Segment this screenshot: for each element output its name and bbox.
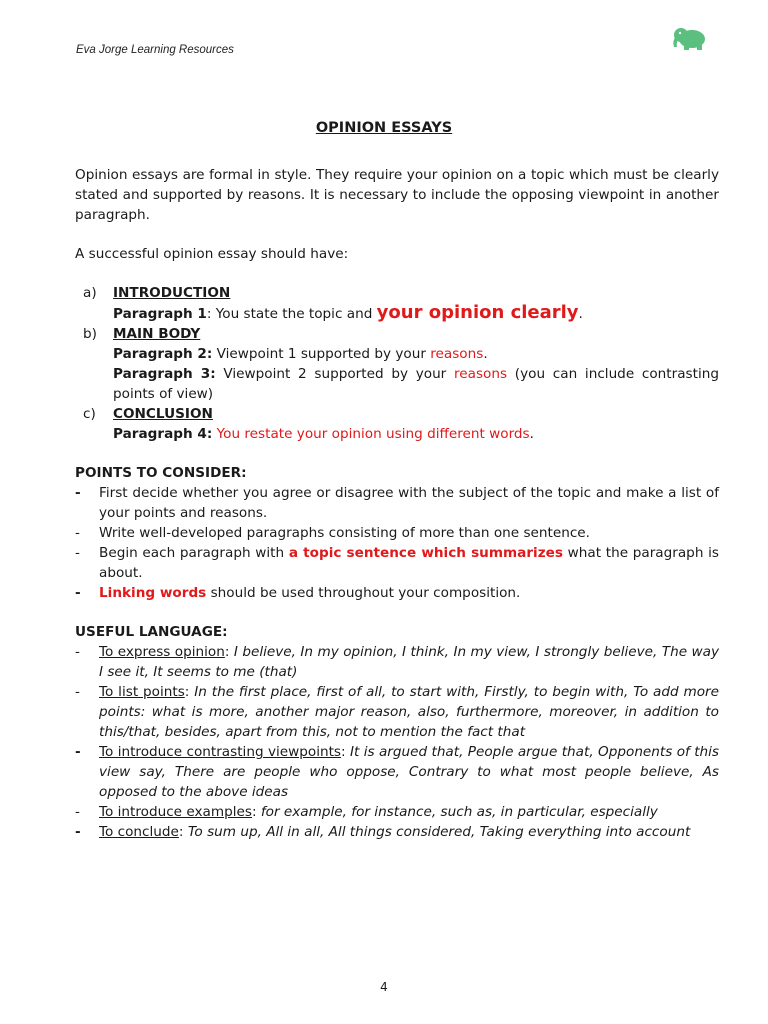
list-item: - Linking words should be used throughout your composition. [75,585,521,601]
paragraph-item: Paragraph 1: You state the topic and your opinion clearly. [113,302,583,323]
list-item: - Write well-developed paragraphs consisting of more than one sentence. [75,525,590,541]
section-heading: INTRODUCTION [113,285,231,301]
paragraph-label: Paragraph 2: [113,346,213,362]
list-item: - To express opinion: I believe, In my opinion, I think, In my view, I strongly believe, The way I see it, It seems to me (that) [75,644,719,680]
language-list [75,642,719,842]
section [75,324,719,404]
section-letter: c) [83,406,96,422]
section-letter: a) [83,285,97,301]
paragraph-item: Paragraph 2: Viewpoint 1 supported by your reasons. [113,346,488,362]
highlight-text: a topic sentence which summarizes [288,545,563,561]
structure-list [75,283,719,444]
page-title: OPINION ESSAYS [315,120,453,136]
language-heading: USEFUL LANGUAGE: [75,624,228,640]
page-number: 4 [380,980,388,994]
list-item: - To introduce examples: for example, for instance, such as, in particular, especially [75,804,658,820]
language-label: To express opinion [99,644,225,660]
highlight-text: You restate your opinion using different words [216,426,530,442]
language-label: To introduce examples [99,804,252,820]
highlight-text: reasons [430,346,484,362]
list-item: - First decide whether you agree or disagree with the subject of the topic and make a list of your points and reasons. [75,485,719,521]
highlight-text: your opinion clearly [376,302,579,323]
section-letter: b) [83,326,97,342]
language-label: To list points [99,684,185,700]
list-item: - Begin each paragraph with a topic sentence which summarizes what the paragraph is about. [75,545,719,581]
list-item: - To introduce contrasting viewpoints: It is argued that, People argue that, Opponents of this view say, There are people who oppose, Contrary to what most people believe, As opposed to the above ideas [75,744,719,800]
language-label: To conclude [99,824,179,840]
list-item: - To list points: In the first place, first of all, to start with, Firstly, to begin with, To add more points: what is more, another major reason, also, furthermore, moreover, in addition to this/that, besides, apart from this, not to mention the fact that [75,684,719,740]
points-heading: POINTS TO CONSIDER: [75,465,247,481]
paragraph-label: Paragraph 3: [113,366,216,382]
section-heading: CONCLUSION [113,406,213,422]
highlight-text: Linking words [99,585,207,601]
section-heading: MAIN BODY [113,326,201,342]
paragraph-label: Paragraph 1 [113,306,207,322]
language-label: To introduce contrasting viewpoints [99,744,342,760]
paragraph-label: Paragraph 4: [113,426,213,442]
points-list [75,483,719,603]
header-text: Eva Jorge Learning Resources [76,44,234,56]
list-item: - To conclude: To sum up, All in all, All things considered, Taking everything into account [75,824,691,840]
highlight-text: reasons [453,366,508,382]
lead-text: A successful opinion essay should have: [75,246,349,262]
section [75,404,719,444]
green-elephant-icon [670,24,710,52]
intro-paragraph: Opinion essays are formal in style. They require your opinion on a topic which must be clearly stated and supported by reasons. It is necessary to include the opposing viewpoint in another paragraph. [75,167,719,223]
paragraph-item: Paragraph 4: You restate your opinion using different words. [113,426,534,442]
document-body [75,165,719,842]
section [75,283,719,324]
paragraph-item: Paragraph 3: Viewpoint 2 supported by your reasons (you can include contrasting points of view) [113,366,719,402]
